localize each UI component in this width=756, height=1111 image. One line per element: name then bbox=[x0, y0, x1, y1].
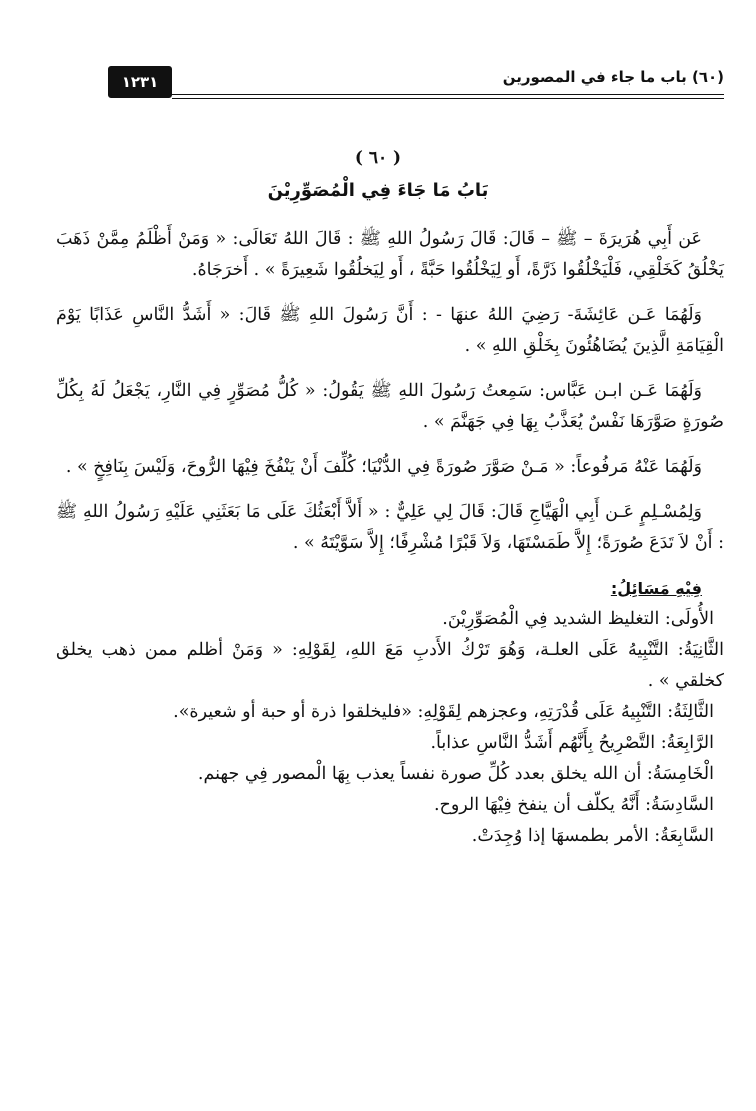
issues-heading: فِيْهِ مَسَائِلُ: bbox=[610, 579, 702, 598]
issue-item: الرَّابِعَةُ: التَّصْرِيحُ بِأَنَّهُم أَشَدُّ النَّاسِ عذاباً. bbox=[430, 733, 714, 753]
hadith-paragraph: وَلَهُمَا عَـن ابـن عَبَّاس: سَمِعتُ رَسُولَ اللهِ ﷺ يَقُولُ: « كُلُّ مُصَوِّرٍ فِي النَّارِ، يَجْعَلُ لَهُ بِكُلِّ صُورَةٍ صَوَّرَهَا نَفْسٌ يُعَذَّبُ بِهَا فِي جَهَنَّمَ » . bbox=[56, 381, 724, 432]
running-title: (٦٠) باب ما جاء في المصورين bbox=[502, 68, 724, 86]
issue-item: الأُولَى: التغليظ الشديد فِي الْمُصَوِّرِيْنَ. bbox=[442, 609, 714, 629]
issue-item: السَّابِعَةُ: الأمر بطمسهَا إذا وُجِدَتْ. bbox=[471, 826, 714, 846]
issue-item: الْخَامِسَةُ: أن الله يخلق بعدد كُلِّ صورة نفساً يعذب بِهَا الْمصور فِي جهنم. bbox=[197, 764, 714, 784]
hadith-paragraph: وَلَهُمَا عَـن عَائِشَةَ- رَضِيَ اللهُ عنهَا - : أَنَّ رَسُولَ اللهِ ﷺ قَالَ: « أَشَدُّ النَّاسِ عَذَابًا يَوْمَ الْقِيَامَةِ الَّذِينَ يُضَاهُئُونَ بِخَلْقِ اللهِ » . bbox=[56, 305, 724, 356]
page-number-box bbox=[108, 66, 172, 98]
hadith-paragraph: وَلَهُمَا عَنْهُ مَرفُوعاً: « مَـنْ صَوَّرَ صُورَةً فِي الدُّنْيَا؛ كُلِّفَ أَنْ يَنْفُخَ فِيْهَا الرُّوحَ، وَلَيْسَ بِنَافِخٍ » . bbox=[65, 457, 702, 477]
chapter-number: ( ٦٠ ) bbox=[354, 148, 402, 168]
hadith-paragraph: عَن أَبِي هُرَيرَةَ – ﷺ – قَالَ: قَالَ رَسُولُ اللهِ ﷺ : قَالَ اللهُ تَعَالَى: « وَمَنْ أَظْلَمُ مِمَّنْ ذَهَبَ يَخْلُقُ كَخَلْقِي، فَلْيَخْلُقُوا ذَرَّةً، أَو لِيَخْلُقُوا حَبَّةً ، أَو لِيَخلُقُوا شَعِيرَةً » . أَخرَجَاهُ. bbox=[56, 229, 724, 280]
issues-list bbox=[56, 604, 724, 852]
header-rule-thin bbox=[172, 98, 724, 99]
running-header bbox=[108, 66, 724, 100]
hadith-paragraph: وَلِمُسْـلِمٍ عَـن أَبِي الْهَيَّاجِ قَالَ: قَالَ لِي عَلِيٌّ : « أَلاَّ أَبْعَثُكَ عَلَى مَا بَعَثَنِي عَلَيْهِ رَسُولُ اللهِ ﷺ : أَنْ لاَ تَدَعَ صُورَةً؛ إِلاَّ طَمَسْتَهَا، وَلاَ قَبْرًا مُشْرِفًا؛ إِلاَّ سَوَّيْتَهُ » . bbox=[56, 502, 724, 553]
issue-item: الثَّالِثَةُ: التَّنْبِيهُ عَلَى قُدْرَتِهِ، وعجزهم لِقَوْلِهِ: «فليخلقوا ذرة أو حبة أو شعيرة». bbox=[173, 702, 714, 722]
header-rule bbox=[172, 94, 724, 95]
issue-item: السَّادِسَةُ: أَنَّهُ يكلّف أن ينفخ فِيْهَا الروح. bbox=[433, 795, 714, 815]
chapter-title: بَابُ مَا جَاءَ فِي الْمُصَوِّرِيْنَ bbox=[267, 180, 489, 201]
page-number: ١٢٣١ bbox=[121, 73, 159, 91]
body-text bbox=[56, 224, 724, 852]
issue-item: الثَّانِيَةُ: التَّنْبِيهُ عَلَى العلـة، وَهُوَ تَرْكُ الأَدبِ مَعَ اللهِ، لِقَوْلِهِ: « وَمَنْ أظلم ممن ذهب يخلق كخلقي » . bbox=[56, 640, 724, 691]
